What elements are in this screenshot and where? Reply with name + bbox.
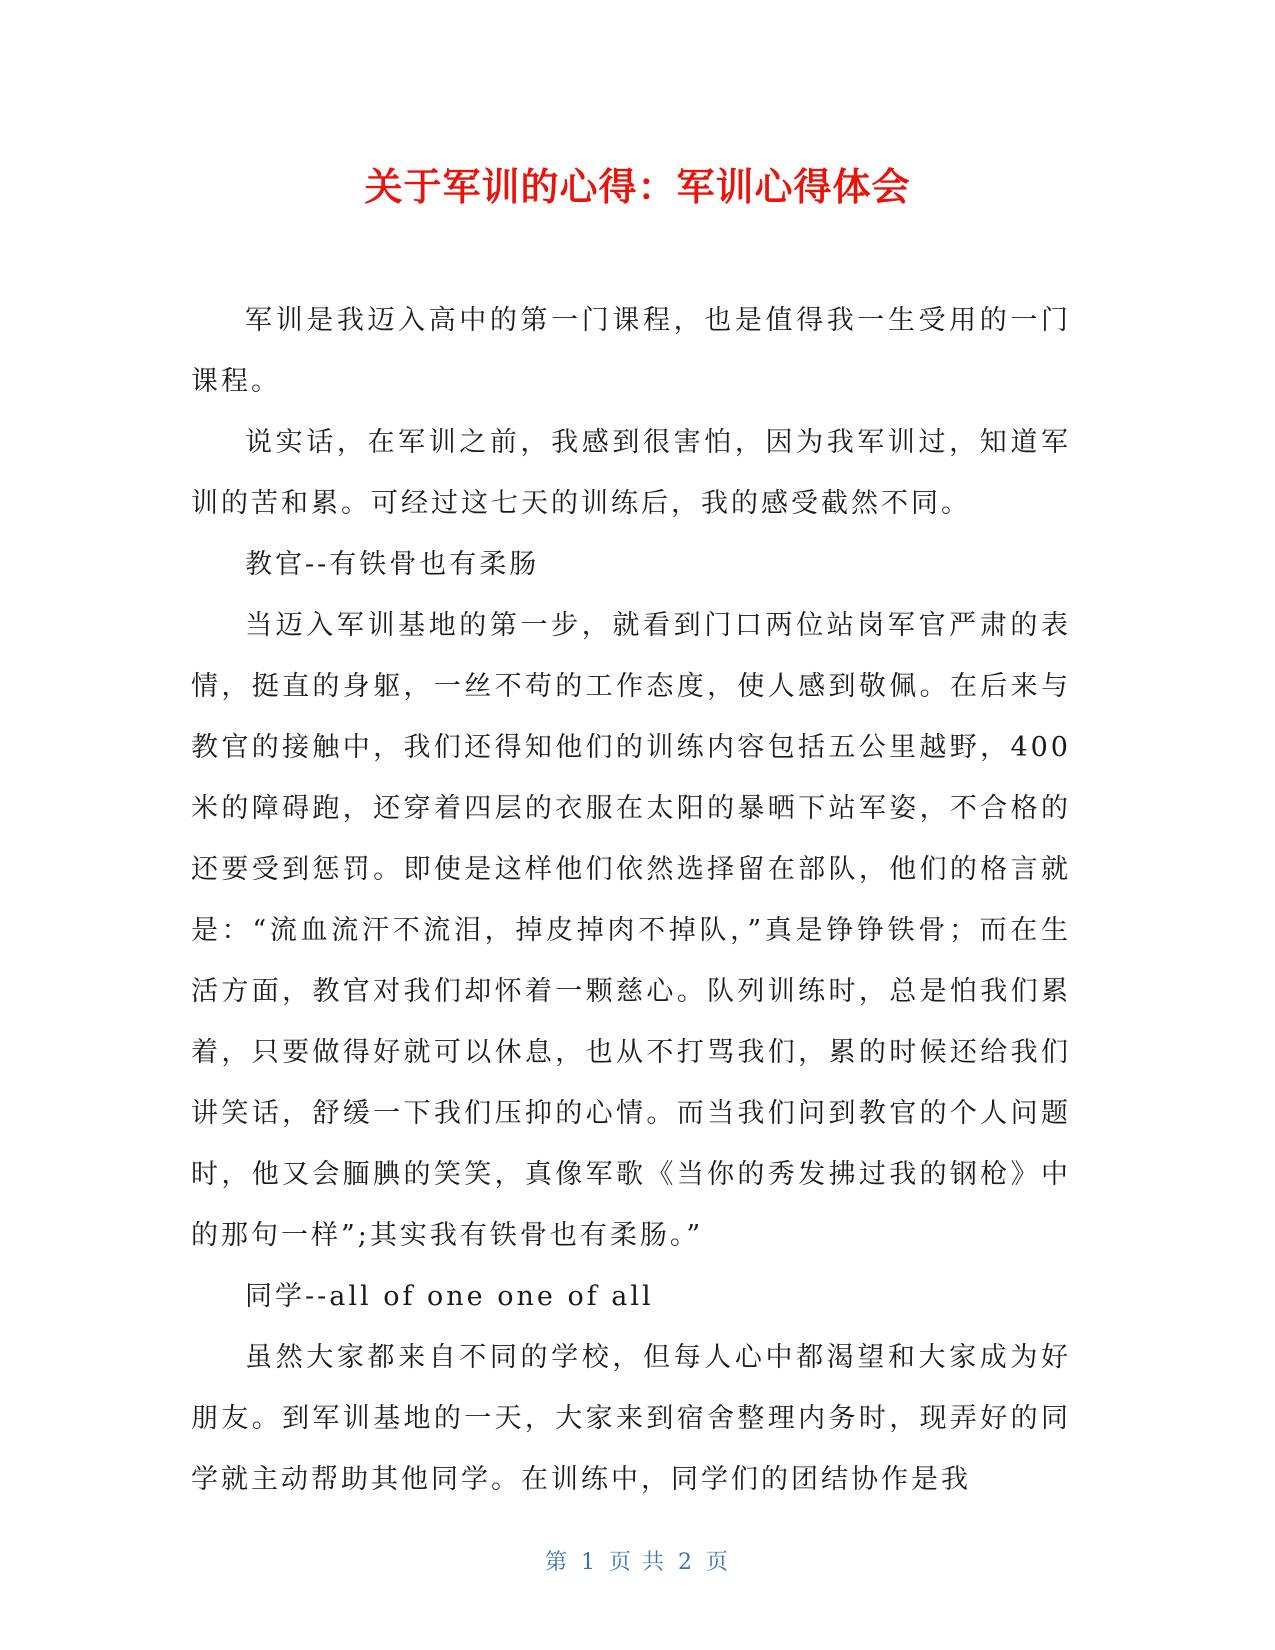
page-label-prefix: 第 bbox=[544, 1550, 569, 1575]
paragraph: 军训是我迈入高中的第一门课程，也是值得我一生受用的一门课程。 bbox=[191, 305, 1071, 397]
page-footer bbox=[0, 1548, 1275, 1578]
section-heading: 同学--all of one one of all bbox=[245, 1281, 654, 1312]
section-heading: 教官--有铁骨也有柔肠 bbox=[245, 549, 540, 580]
paragraph: 说实话，在军训之前，我感到很害怕，因为我军训过，知道军训的苦和累。可经过这七天的训练后，我的感受截然不同。 bbox=[191, 427, 1071, 519]
current-page-number: 1 bbox=[581, 1550, 597, 1575]
total-pages-number: 2 bbox=[678, 1550, 694, 1575]
paragraph: 当迈入军训基地的第一步，就看到门口两位站岗军官严肃的表情，挺直的身躯，一丝不苟的工作态度，使人感到敬佩。在后来与教官的接触中，我们还得知他们的训练内容包括五公里越野，400米的障碍跑，还穿着四层的衣服在太阳的暴晒下站军姿，不合格的还要受到惩罚。即使是这样他们依然选择留在部队，他们的格言就是：“流血流汗不流泪，掉皮掉肉不掉队，”真是铮铮铁骨；而在生活方面，教官对我们却怀着一颗慈心。队列训练时，总是怕我们累着，只要做得好就可以休息，也从不打骂我们，累的时候还给我们讲笑话，舒缓一下我们压抑的心情。而当我们问到教官的个人问题时，他又会腼腆的笑笑，真像军歌《当你的秀发拂过我的钢枪》中的那句一样”;其实我有铁骨也有柔肠。” bbox=[191, 610, 1071, 1251]
document-body bbox=[191, 290, 1071, 1510]
paragraph: 虽然大家都来自不同的学校，但每人心中都渴望和大家成为好朋友。到军训基地的一天，大家来到宿舍整理内务时，现弄好的同学就主动帮助其他同学。在训练中，同学们的团结协作是我 bbox=[191, 1342, 1071, 1495]
page-label-mid: 页 共 bbox=[609, 1550, 666, 1575]
page-label-suffix: 页 bbox=[706, 1550, 731, 1575]
document-title: 关于军训的心得：军训心得体会 bbox=[364, 165, 911, 209]
